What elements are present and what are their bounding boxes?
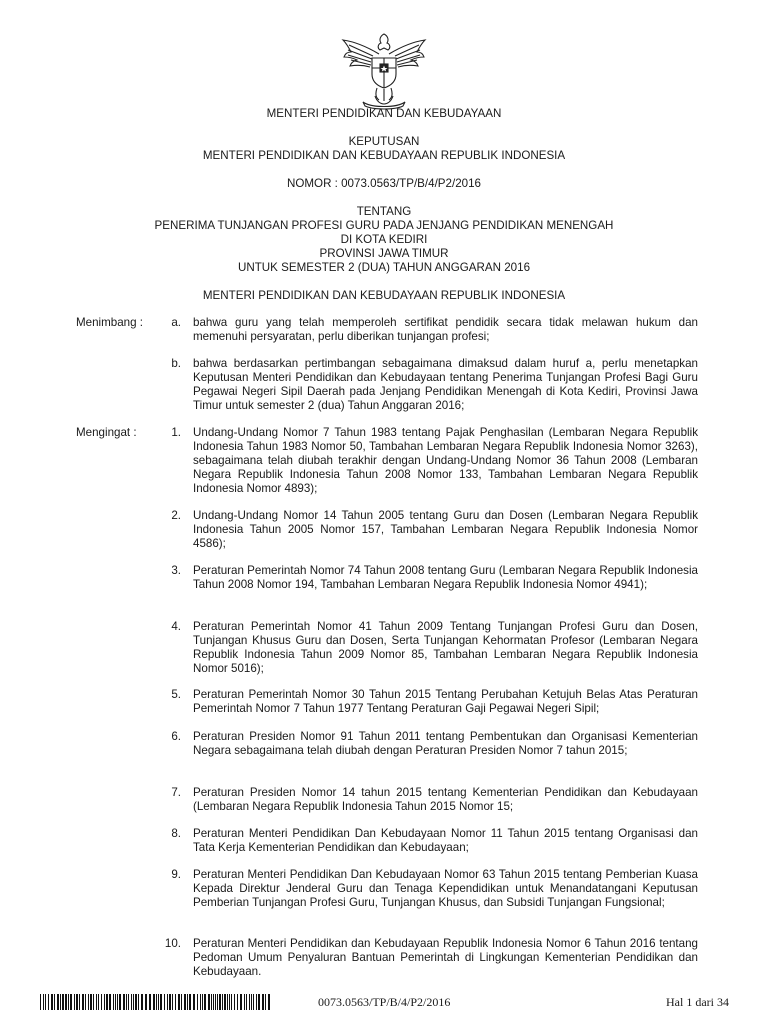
subject-line-1: PENERIMA TUNJANGAN PROFESI GURU PADA JENJANG PENDIDIKAN MENENGAH [154, 219, 614, 232]
item-text: Peraturan Menteri Pendidikan dan Kebudayaan Republik Indonesia Nomor 6 Tahun 2016 tentang Pedoman Umum Penyaluran Bantuan Pemerintah di Lingkungan Kementerian Pendidikan dan Kebudayaan. [193, 937, 698, 978]
signatory-heading: MENTERI PENDIDIKAN DAN KEBUDAYAAN REPUBLIK INDONESIA [202, 289, 566, 302]
page-indicator: Hal 1 dari 34 [666, 995, 729, 1009]
mengingat-label: Mengingat : [76, 426, 137, 439]
barcode-icon [40, 994, 272, 1010]
item-text: bahwa berdasarkan pertimbangan sebagaimana dimaksud dalam huruf a, perlu menetapkan Keputusan Menteri Pendidikan dan Kebudayaan tentang Penerima Tunjangan Profesi Bagi Guru Pegawai Negeri Sipil Daerah pada Jenjang Pendidikan Menengah di Kota Kediri, Provinsi Jawa Timur untuk semester 2 (dua) Tahun Anggaran 2016; [193, 357, 698, 412]
item-text: Undang-Undang Nomor 14 Tahun 2005 tentang Guru dan Dosen (Lembaran Negara Republik Indonesia Tahun 2005 Nomor 157, Tambahan Lembaran Negara Republik Indonesia Nomor 4586); [193, 509, 698, 550]
item-text: Peraturan Pemerintah Nomor 74 Tahun 2008 tentang Guru (Lembaran Negara Republik Indonesia Tahun 2008 Nomor 194, Tambahan Lembaran Negara Republik Indonesia Nomor 4941); [193, 564, 698, 591]
item-text: Peraturan Presiden Nomor 14 tahun 2015 tentang Kementerian Pendidikan dan Kebudayaan (Lembaran Negara Republik Indonesia Tahun 2015 Nomor 15; [193, 786, 698, 813]
item-text: Peraturan Menteri Pendidikan Dan Kebudayaan Nomor 11 Tahun 2015 tentang Organisasi dan Tata Kerja Kementerian Pendidikan dan Kebudayaan; [193, 827, 698, 854]
decree-number: NOMOR : 0073.0563/TP/B/4/P2/2016 [287, 177, 481, 190]
item-marker: 10. [164, 937, 181, 950]
item-marker: 2. [171, 509, 181, 522]
item-marker: 8. [171, 827, 181, 840]
item-marker: 1. [171, 426, 181, 439]
subject-line-3: PROVINSI JAWA TIMUR [319, 247, 449, 260]
item-marker: b. [171, 357, 181, 370]
item-text: Peraturan Pemerintah Nomor 41 Tahun 2009 Tentang Tunjangan Profesi Guru dan Dosen, Tunjangan Khusus Guru dan Dosen, Serta Tunjangan Kehormatan Profesor (Lembaran Negara Republik Indonesia Tahun 2009 Nomor 85, Tambahan Lembaran Negara Republik Indonesia Nomor 5016); [193, 620, 698, 675]
item-text: Peraturan Presiden Nomor 91 Tahun 2011 tentang Pembentukan dan Organisasi Kementerian Negara sebagaimana telah diubah dengan Peraturan Presiden Nomor 7 tahun 2015; [193, 730, 698, 757]
item-marker: 7. [171, 786, 181, 799]
item-marker: 6. [171, 730, 181, 743]
garuda-emblem-icon [339, 30, 429, 110]
item-text: Undang-Undang Nomor 7 Tahun 1983 tentang Pajak Penghasilan (Lembaran Negara Republik Indonesia Tahun 1983 Nomor 50, Tambahan Lembaran Negara Republik Indonesia Nomor 3263), sebagaimana telah diubah terakhir dengan Undang-Undang Nomor 36 Tahun 2008 (Lembaran Negara Republik Indonesia Tahun 2008 Nomor 133, Tambahan Lembaran Negara Republik Indonesia Nomor 4893); [193, 426, 698, 495]
item-marker: 5. [171, 688, 181, 701]
item-marker: 4. [171, 620, 181, 633]
item-text: Peraturan Menteri Pendidikan Dan Kebudayaan Nomor 63 Tahun 2015 tentang Pemberian Kuasa Kepada Direktur Jenderal Guru dan Tenaga Kependidikan untuk Menandatangani Keputusan Pemberian Tunjangan Profesi Guru, Tunjangan Khusus, dan Subsidi Tunjangan Fungsional; [193, 868, 698, 909]
subject-line-4: UNTUK SEMESTER 2 (DUA) TAHUN ANGGARAN 2016 [237, 261, 531, 274]
about-heading: TENTANG [356, 205, 412, 218]
item-marker: 9. [171, 868, 181, 881]
minister-heading: MENTERI PENDIDIKAN DAN KEBUDAYAAN [266, 107, 502, 120]
item-text: Peraturan Pemerintah Nomor 30 Tahun 2015 Tentang Perubahan Ketujuh Belas Atas Peraturan Pemerintah Nomor 7 Tahun 1977 Tentang Peraturan Gaji Pegawai Negeri Sipil; [193, 688, 698, 715]
item-marker: a. [171, 316, 181, 329]
decree-of-heading: MENTERI PENDIDIKAN DAN KEBUDAYAAN REPUBLIK INDONESIA [202, 149, 566, 162]
subject-line-2: DI KOTA KEDIRI [340, 233, 428, 246]
menimbang-label: Menimbang : [76, 316, 144, 329]
item-text: bahwa guru yang telah memperoleh sertifikat pendidik secara tidak melawan hukum dan memenuhi persyaratan, perlu diberikan tunjangan profesi; [193, 316, 698, 343]
item-marker: 3. [171, 564, 181, 577]
footer-document-number: 0073.0563/TP/B/4/P2/2016 [318, 995, 451, 1009]
decree-heading: KEPUTUSAN [348, 135, 420, 148]
